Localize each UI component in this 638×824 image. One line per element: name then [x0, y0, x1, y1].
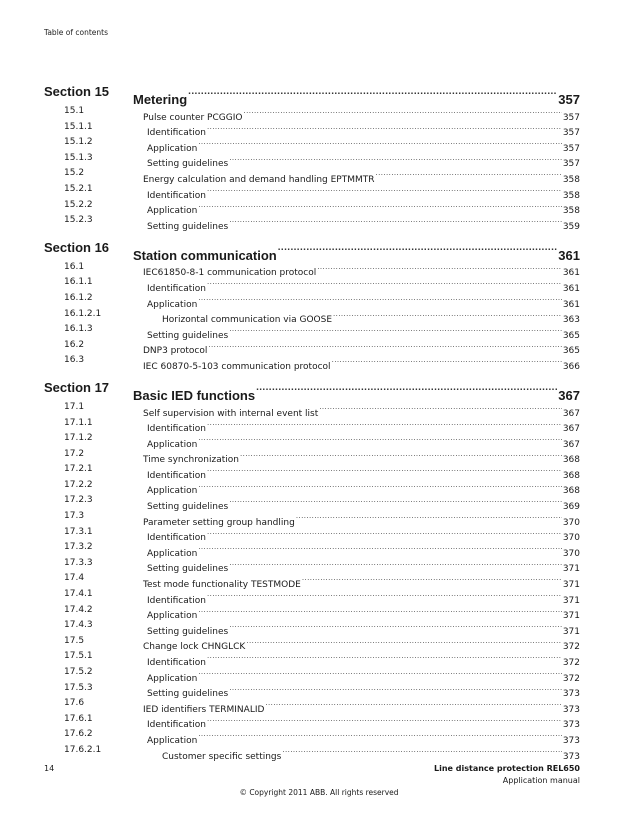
toc-entry-row[interactable]: [44, 478, 580, 497]
toc-entry-title: Application: [147, 439, 198, 450]
toc-entry-title: Setting guidelines: [147, 689, 229, 700]
dot-leader: [198, 431, 562, 447]
toc-entry-page: 370: [562, 548, 580, 559]
dot-leader: [207, 120, 562, 136]
toc-entry-number: 17.1.2: [64, 433, 93, 444]
toc-entry-title: Application: [147, 611, 198, 622]
dot-leader: [229, 322, 562, 338]
toc-entry-number: 17.3.3: [64, 557, 93, 568]
dot-leader: [207, 525, 562, 541]
toc-entry-number: 17.4.2: [64, 604, 93, 615]
toc-entry-row[interactable]: [44, 182, 580, 201]
toc-entry-title: Change lock CHNGLCK: [143, 642, 246, 653]
toc-entry-number: 15.2: [64, 168, 85, 179]
toc-entry-row[interactable]: [44, 665, 580, 684]
dot-leader: [198, 540, 562, 556]
toc-entry-number: 17.5.2: [64, 667, 93, 677]
toc-entry-number: 17.2.1: [64, 464, 93, 475]
toc-entry-title: Setting guidelines: [147, 626, 229, 637]
toc-entry-page: 363: [562, 315, 580, 326]
toc-entry-page: 371: [562, 626, 580, 637]
dot-leader: [332, 353, 562, 369]
toc-entry-page: 367: [562, 439, 580, 450]
toc-entry-row[interactable]: [44, 618, 580, 637]
toc-entry-number: 17.1: [64, 401, 85, 412]
toc-entry-title: Setting guidelines: [147, 221, 229, 232]
toc-entry-page: 367: [562, 408, 580, 419]
toc-entry-row[interactable]: [44, 525, 580, 544]
toc-entry-page: 361: [558, 247, 580, 263]
toc-entry-row[interactable]: [44, 338, 580, 357]
toc-entry-page: 369: [562, 502, 580, 513]
dot-leader: [207, 649, 562, 665]
toc-entry-row[interactable]: [44, 649, 580, 668]
copyright-notice: © Copyright 2011 ABB. All rights reserved: [239, 788, 399, 797]
toc-entry-row[interactable]: [44, 587, 580, 606]
toc-entry-title: Identification: [147, 720, 207, 731]
toc-entry-title: Identification: [147, 470, 207, 481]
toc-entry-title: Setting guidelines: [147, 159, 229, 170]
footer-manual-name: Application manual: [502, 776, 580, 785]
toc-entry-number: 15.2.3: [64, 215, 93, 226]
toc-entry-page: 368: [562, 470, 580, 481]
toc-entry-number: 15.1.2: [64, 137, 93, 148]
toc-entry-title: Customer specific settings: [162, 751, 282, 762]
toc-entry-number: 15.1: [64, 106, 85, 116]
toc-entry-page: 361: [562, 268, 580, 279]
toc-entry-page: 357: [562, 143, 580, 154]
toc-entry-number: 17.2.2: [64, 479, 93, 490]
toc-entry-title: Identification: [147, 190, 207, 201]
toc-entry-title: Basic IED functions: [133, 387, 256, 403]
toc-entry-title: Setting guidelines: [147, 564, 229, 575]
footer-product-title: Line distance protection REL650: [434, 764, 580, 773]
toc-entry-page: 371: [562, 611, 580, 622]
toc-entry-row[interactable]: [44, 322, 580, 341]
running-header: Table of contents: [44, 28, 109, 37]
toc-entry-row[interactable]: [44, 353, 580, 372]
dot-leader: [198, 478, 562, 494]
toc-entry-page: 373: [562, 704, 580, 715]
toc-entry-title: Metering: [133, 92, 188, 107]
toc-entry-page: 361: [562, 283, 580, 294]
toc-entry-page: 370: [562, 533, 580, 544]
dot-leader: [296, 509, 562, 525]
toc-entry-page: 357: [562, 159, 580, 170]
toc-entry-number: 17.2: [64, 448, 85, 459]
toc-entry-title: Identification: [147, 658, 207, 668]
toc-entry-row[interactable]: [44, 712, 580, 731]
toc-entry-number: 17.4.1: [64, 589, 93, 600]
toc-entry-title: Identification: [147, 424, 207, 435]
toc-entry-number: 17.5.3: [64, 682, 93, 693]
dot-leader: [198, 198, 562, 214]
toc-entry-row[interactable]: [44, 307, 580, 326]
toc-entry-number: 16.3: [64, 355, 85, 366]
toc-entry-title: IED identifiers TERMINALID: [143, 704, 265, 715]
toc-entry-row[interactable]: [44, 151, 580, 170]
toc-entry-row[interactable]: [44, 198, 580, 217]
toc-entry-title: IEC61850-8-1 communication protocol: [143, 268, 317, 279]
toc-entry-page: 361: [562, 299, 580, 310]
toc-entry-row[interactable]: [44, 260, 580, 279]
toc-entry-number: 16.1.1: [64, 277, 93, 288]
toc-entry-title: Horizontal communication via GOOSE: [162, 315, 333, 326]
toc-entry-page: 357: [562, 112, 580, 123]
toc-entry-row[interactable]: [44, 135, 580, 154]
dot-leader: [207, 712, 562, 728]
footer-document-info: [434, 764, 580, 785]
toc-entry-row[interactable]: [44, 166, 580, 185]
dot-leader: [278, 236, 558, 260]
toc-entry-page: 372: [562, 642, 580, 653]
toc-entry-number: Section 15: [44, 84, 110, 99]
toc-entry-row[interactable]: [44, 509, 580, 528]
toc-entry-number: 17.5: [64, 635, 85, 646]
toc-entry-row[interactable]: [44, 104, 580, 123]
toc-entry-link[interactable]: [147, 213, 580, 235]
toc-entry-title: Station communication: [133, 247, 277, 263]
toc-entry-number: 16.1.3: [64, 324, 93, 335]
toc-entry-number: 16.1.2.1: [64, 308, 102, 319]
toc-entry-title: Energy calculation and demand handling EPTMMTR: [143, 174, 375, 185]
toc-entry-link[interactable]: [162, 743, 580, 765]
dot-leader: [229, 213, 562, 229]
toc-entry-page: 373: [562, 735, 580, 746]
toc-entry-row[interactable]: [44, 727, 580, 746]
dot-leader: [229, 151, 562, 167]
toc-entry-title: DNP3 protocol: [143, 346, 208, 357]
toc-entry-title: Pulse counter PCGGIO: [143, 112, 243, 123]
dot-leader: [208, 338, 561, 354]
toc-entry-page: 373: [562, 751, 580, 762]
toc-entry-title: Parameter setting group handling: [143, 517, 295, 528]
toc-section-row[interactable]: [44, 376, 580, 403]
toc-entry-title: Application: [147, 735, 198, 746]
toc-entry-title: Setting guidelines: [147, 502, 229, 513]
toc-entry-number: 17.6.2: [64, 729, 93, 740]
toc-entry-number: 17.5.1: [64, 651, 93, 662]
toc-entry-page: 372: [562, 673, 580, 684]
toc-entry-page: 370: [562, 517, 580, 528]
toc-entry-page: 371: [562, 580, 580, 591]
toc-entry-page: 358: [562, 190, 580, 201]
toc-entry-page: 373: [562, 689, 580, 700]
toc-entry-number: 16.1.2: [64, 292, 93, 303]
toc-entry-title: Identification: [147, 283, 207, 294]
toc-entry-number: 17.4: [64, 573, 85, 584]
dot-leader: [207, 275, 562, 291]
toc-entry-row[interactable]: [44, 571, 580, 591]
toc-entry-page: 358: [562, 206, 580, 217]
toc-entry-row[interactable]: [44, 556, 580, 575]
dot-leader: [207, 182, 562, 198]
toc-entry-page: 357: [562, 128, 580, 139]
toc-entry-row[interactable]: [44, 447, 580, 466]
toc-entry-title: Application: [147, 486, 198, 497]
toc-entry-row[interactable]: [44, 275, 580, 294]
toc-entry-number: 17.6.1: [64, 713, 93, 724]
toc-entry-number: 15.2.1: [64, 183, 93, 194]
dot-leader: [198, 603, 562, 619]
dot-leader: [265, 696, 561, 712]
toc-entry-title: Time synchronization: [143, 455, 239, 466]
toc-entry-page: 367: [558, 387, 580, 403]
dot-leader: [229, 618, 562, 634]
dot-leader: [188, 80, 557, 104]
toc-entry-page: 358: [562, 174, 580, 185]
toc-entry-row[interactable]: [44, 291, 580, 310]
toc-entry-row[interactable]: [44, 681, 580, 700]
dot-leader: [229, 681, 562, 697]
toc-entry-number: 17.3.1: [64, 526, 93, 537]
dot-leader: [302, 571, 562, 587]
toc-entry-title: Application: [147, 299, 198, 310]
toc-entry-number: 17.2.3: [64, 495, 93, 506]
toc-entry-row[interactable]: [44, 603, 580, 622]
dot-leader: [229, 556, 562, 572]
dot-leader: [207, 587, 562, 603]
dot-leader: [333, 307, 562, 323]
dot-leader: [243, 104, 561, 120]
toc-entry-row[interactable]: [44, 743, 580, 762]
toc-entry-number: 15.1.1: [64, 121, 93, 132]
toc-entry-number: Section 17: [44, 379, 110, 395]
toc-entry-row[interactable]: [44, 120, 580, 139]
toc-entry-number: 17.4.3: [64, 620, 93, 631]
toc-entry-row[interactable]: [44, 493, 580, 513]
toc-entry-title: Application: [147, 206, 198, 217]
toc-entry-row[interactable]: [44, 696, 580, 715]
toc-section-row[interactable]: [44, 80, 580, 107]
toc-entry-page: 368: [562, 486, 580, 497]
toc-entry-page: 357: [558, 92, 580, 107]
toc-entry-number: 16.1: [64, 261, 85, 272]
toc-entry-title: Identification: [147, 533, 207, 544]
page-number: 14: [44, 764, 55, 773]
toc-entry-title: Setting guidelines: [147, 330, 229, 341]
dot-leader: [198, 665, 562, 681]
toc-entry-number: 15.1.3: [64, 152, 93, 163]
toc-entry-row[interactable]: [44, 416, 580, 435]
toc-section-row[interactable]: [44, 236, 580, 263]
toc-entry-row[interactable]: [44, 540, 580, 559]
toc-entry-number: 16.2: [64, 339, 85, 350]
toc-entry-row[interactable]: [44, 431, 580, 450]
toc-entry-number: Section 16: [44, 239, 110, 255]
toc-entry-title: Identification: [147, 128, 207, 139]
toc-entry-title: Identification: [147, 595, 207, 606]
toc-entry-page: 373: [562, 720, 580, 731]
toc-entry-row[interactable]: [44, 400, 580, 419]
toc-entry-page: 365: [562, 330, 580, 341]
dot-leader: [282, 743, 561, 759]
toc-entry-title: Self supervision with internal event list: [143, 408, 319, 419]
toc-entry-page: 372: [562, 658, 580, 668]
toc-entry-page: 371: [562, 595, 580, 606]
toc-entry-page: 366: [562, 361, 580, 372]
toc-entry-number: 15.2.2: [64, 199, 93, 210]
dot-leader: [207, 416, 562, 432]
toc-entry-page: 367: [562, 424, 580, 435]
toc-entry-number: 17.3.2: [64, 542, 93, 553]
toc-entry-page: 365: [562, 346, 580, 357]
toc-entry-row[interactable]: [44, 462, 580, 481]
dot-leader: [319, 400, 562, 416]
toc-entry-title: Application: [147, 673, 198, 684]
toc-entry-title: Application: [147, 548, 198, 559]
toc-entry-page: 359: [562, 221, 580, 232]
dot-leader: [198, 135, 562, 151]
toc-entry-number: 17.6: [64, 698, 85, 709]
toc-entry-page: 368: [562, 455, 580, 466]
toc-entry-number: 17.1.1: [64, 417, 93, 428]
dot-leader: [229, 493, 562, 509]
dot-leader: [246, 634, 562, 650]
toc-entry-title: Application: [147, 143, 198, 154]
toc-entry-link[interactable]: [143, 353, 580, 375]
dot-leader: [198, 727, 562, 743]
dot-leader: [256, 376, 557, 400]
dot-leader: [198, 291, 562, 307]
table-of-contents: [44, 80, 580, 762]
dot-leader: [240, 447, 562, 463]
toc-entry-number: 17.3: [64, 511, 85, 522]
toc-entry-number: 17.6.2.1: [64, 744, 102, 755]
dot-leader: [317, 260, 562, 276]
toc-entry-title: IEC 60870-5-103 communication protocol: [143, 361, 331, 372]
toc-entry-page: 371: [562, 564, 580, 575]
toc-entry-row[interactable]: [44, 634, 580, 653]
toc-entry-title: Test mode functionality TESTMODE: [143, 580, 301, 591]
toc-entry-row[interactable]: [44, 213, 580, 232]
dot-leader: [207, 462, 562, 478]
dot-leader: [376, 166, 562, 182]
